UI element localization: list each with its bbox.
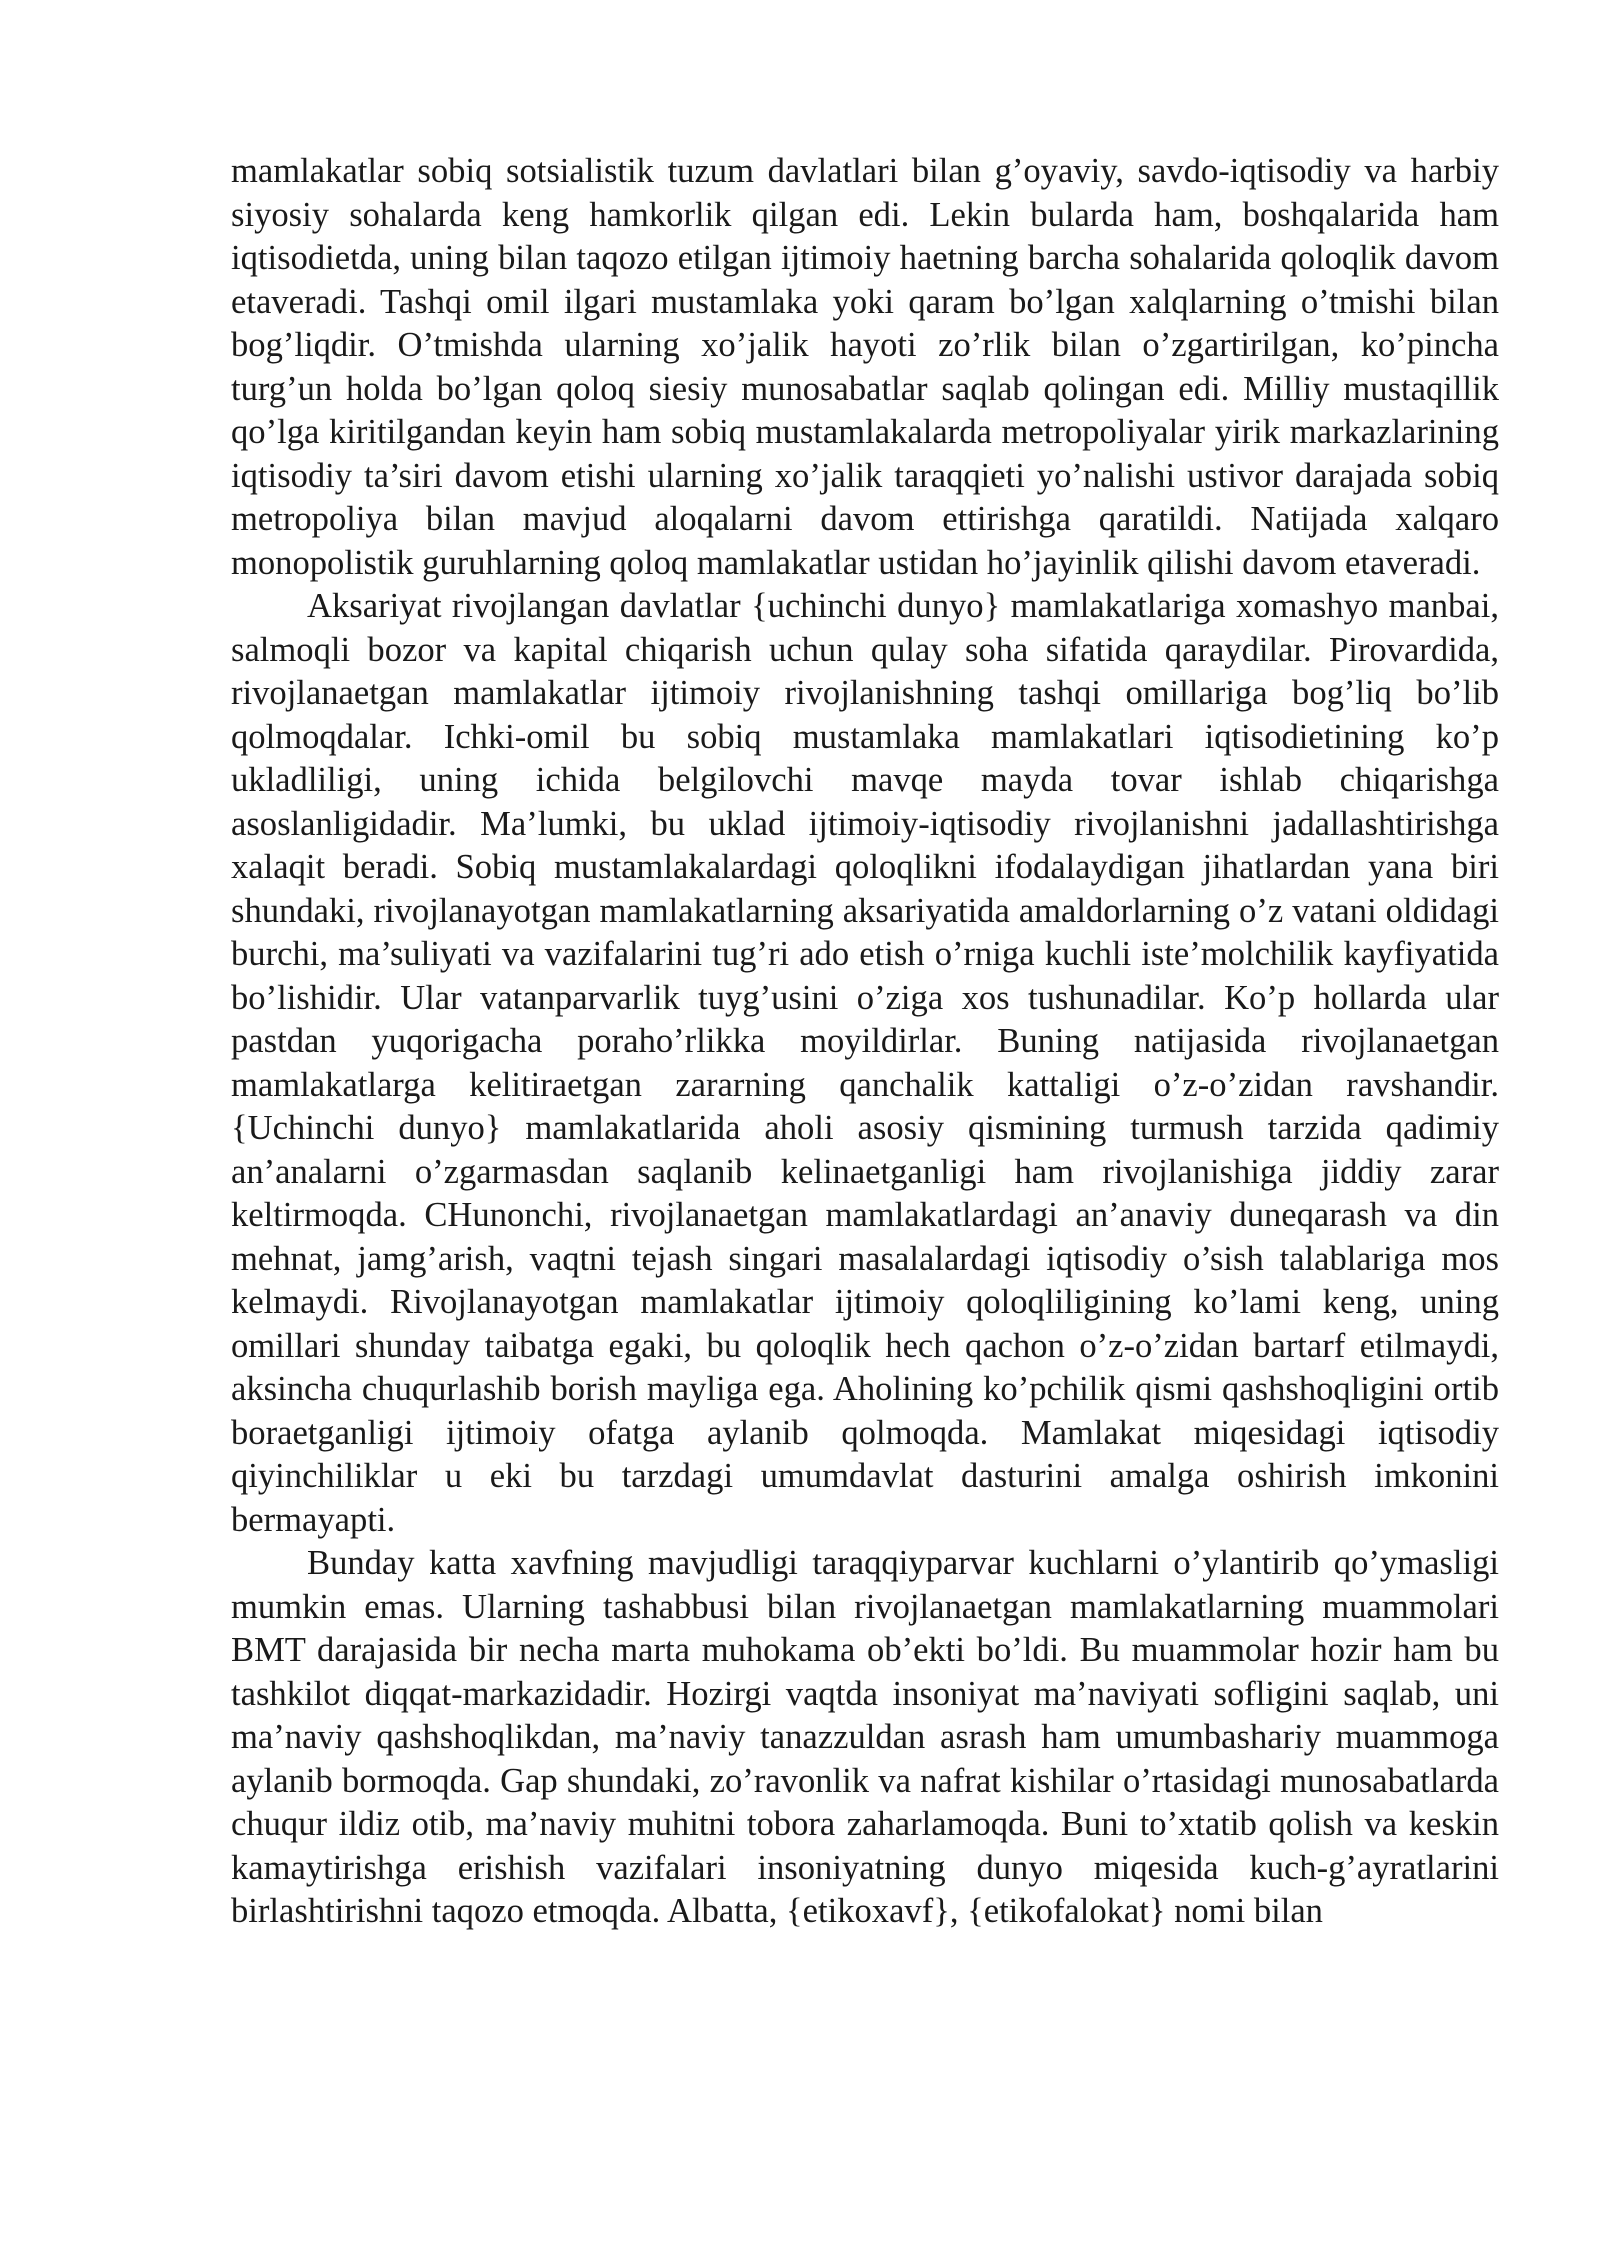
paragraph-3: Bunday katta xavfning mavjudligi taraqqiyparvar kuchlarni o’ylantirib qo’ymasligi mumkin emas. Ularning tashabbusi bilan rivojlanaetgan mamlakatlarning muammolari BMT darajasida bir necha marta muhokama ob’ekti bo’ldi. Bu muammolar hozir ham bu tashkilot diqqat-markazidadir. Hozirgi vaqtda insoniyat ma’naviyati sofligini saqlab, uni ma’naviy qashshoqlikdan, ma’naviy tanazzuldan asrash ham umumbashariy muammoga aylanib bormoqda. Gap shundaki, zo’ravonlik va nafrat kishilar o’rtasidagi munosabatlarda chuqur ildiz otib, ma’naviy muhitni tobora zaharlamoqda. Buni to’xtatib qolish va keskin kamaytirishga erishish vazifalari insoniyatning dunyo miqesida kuch-g’ayratlarini birlashtirishni taqozo etmoqda. Albatta, {etikoxavf}, {etikofalokat} nomi bilan xyxy=(231,1544,1499,1930)
paragraph-1: mamlakatlar sobiq sotsialistik tuzum davlatlari bilan g’oyaviy, savdo-iqtisodiy va harbiy siyosiy sohalarda keng hamkorlik qilgan edi. Lekin bularda ham, boshqalarida ham iqtisodietda, uning bilan taqozo etilgan ijtimoiy haetning barcha sohalarida qoloqlik davom etaveradi. Tashqi omil ilgari mustamlaka yoki qaram bo’lgan xalqlarning o’tmishi bilan bog’liqdir. O’tmishda ularning xo’jalik hayoti zo’rlik bilan o’zgartirilgan, ko’pincha turg’un holda bo’lgan qoloq siesiy munosabatlar saqlab qolingan edi. Milliy mustaqillik qo’lga kiritilgandan keyin ham sobiq mustamlakalarda metropoliyalar yirik markazlarining iqtisodiy ta’siri davom etishi ularning xo’jalik taraqqieti yo’nalishi ustivor darajada sobiq metropoliya bilan mavjud aloqalarni davom ettirishga qaratildi. Natijada xalqaro monopolistik guruhlarning qoloq mamlakatlar ustidan ho’jayinlik qilishi davom etaveradi. xyxy=(231,152,1499,582)
document-page xyxy=(231,150,1499,2160)
paragraph-2: Aksariyat rivojlangan davlatlar {uchinchi dunyo} mamlakatlariga xomashyo manbai, salmoqli bozor va kapital chiqarish uchun qulay soha sifatida qaraydilar. Pirovardida, rivojlanaetgan mamlakatlar ijtimoiy rivojlanishning tashqi omillariga bog’liq bo’lib qolmoqdalar. Ichki-omil bu sobiq mustamlaka mamlakatlari iqtisodietining ko’p ukladliligi, uning ichida belgilovchi mavqe mayda tovar ishlab chiqarishga asoslanligidadir. Ma’lumki, bu uklad ijtimoiy-iqtisodiy rivojlanishni jadallashtirishga xalaqit beradi. Sobiq mustamlakalardagi qoloqlikni ifodalaydigan jihatlardan yana biri shundaki, rivojlanayotgan mamlakatlarning aksariyatida amaldorlarning o’z vatani oldidagi burchi, ma’suliyati va vazifalarini tug’ri ado etish o’rniga kuchli iste’molchilik kayfiyatida bo’lishidir. Ular vatanparvarlik tuyg’usini o’ziga xos tushunadilar. Ko’p hollarda ular pastdan yuqorigacha poraho’rlikka moyildirlar. Buning natijasida rivojlanaetgan mamlakatlarga kelitiraetgan zararning qanchalik kattaligi o’z-o’zidan ravshandir. {Uchinchi dunyo} mamlakatlarida aholi asosiy qismining turmush tarzida qadimiy an’analarni o’zgarmasdan saqlanib kelinaetganligi ham rivojlanishiga jiddiy zarar keltirmoqda. CHunonchi, rivojlanaetgan mamlakatlardagi an’anaviy duneqarash va din mehnat, jamg’arish, vaqtni tejash singari masalalardagi iqtisodiy o’sish talablariga mos kelmaydi. Rivojlanayotgan mamlakatlar ijtimoiy qoloqliligining ko’lami keng, uning omillari shunday taibatga egaki, bu qoloqlik hech qachon o’z-o’zidan bartarf etilmaydi, aksincha chuqurlashib borish mayliga ega. Aholining ko’pchilik qismi qashshoqligini ortib boraetganligi ijtimoiy ofatga aylanib qolmoqda. Mamlakat miqesidagi iqtisodiy qiyinchiliklar u eki bu tarzdagi umumdavlat dasturini amalga oshirish imkonini bermayapti. xyxy=(231,587,1499,1539)
